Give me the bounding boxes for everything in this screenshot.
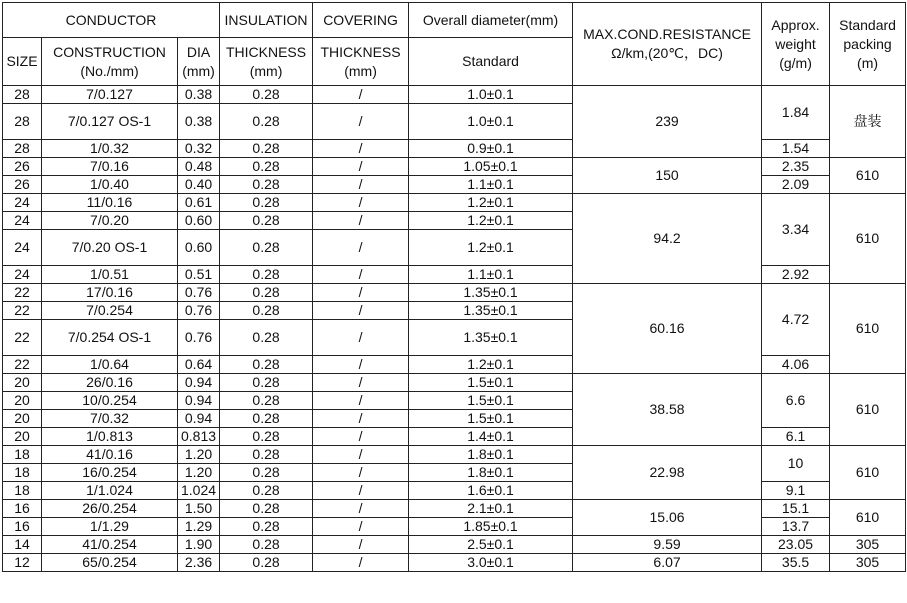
size-cell: 22 [3,320,42,356]
covering-header: COVERING [313,3,409,38]
covering-cell: / [313,356,409,374]
resistance-cell: 60.16 [573,284,762,374]
table-body [3,86,906,572]
table-row [3,374,906,392]
covering-cell: / [313,302,409,320]
table-row [3,176,906,194]
size-cell: 12 [3,554,42,572]
size-cell: 22 [3,356,42,374]
overall-cell: 1.0±0.1 [409,104,573,140]
construction-cell: 1/0.32 [42,140,178,158]
construction-cell: 7/0.20 OS-1 [42,230,178,266]
overall-cell: 0.9±0.1 [409,140,573,158]
overall-cell: 3.0±0.1 [409,554,573,572]
table-row [3,428,906,446]
insulation-cell: 0.28 [220,266,313,284]
size-cell: 22 [3,302,42,320]
table-row [3,446,906,464]
overall-cell: 1.2±0.1 [409,194,573,212]
construction-header-line2: (No./mm) [80,62,139,79]
covering-cell: / [313,464,409,482]
dia-cell: 0.38 [178,104,220,140]
insulation-thickness-header-line1: THICKNESS [225,43,307,60]
overall-cell: 1.1±0.1 [409,176,573,194]
weight-cell: 1.54 [762,140,830,158]
dia-cell: 1.20 [178,446,220,464]
size-cell: 14 [3,536,42,554]
size-cell: 24 [3,230,42,266]
packing-cell: 610 [830,500,906,536]
dia-cell: 0.38 [178,86,220,104]
size-cell: 18 [3,464,42,482]
standard-packing-header-line3: (m) [857,54,879,71]
construction-cell: 1/0.51 [42,266,178,284]
size-cell: 26 [3,158,42,176]
resistance-cell: 6.07 [573,554,762,572]
insulation-cell: 0.28 [220,212,313,230]
weight-cell: 4.06 [762,356,830,374]
size-cell: 24 [3,212,42,230]
table-row [3,284,906,302]
dia-cell: 0.61 [178,194,220,212]
size-cell: 20 [3,428,42,446]
standard-packing-header-line2: packing [843,35,892,52]
weight-cell: 6.6 [762,374,830,428]
covering-thickness-header [313,38,409,86]
standard-packing-header-line1: Standard [839,16,896,33]
overall-cell: 1.35±0.1 [409,284,573,302]
wire-spec-table [2,2,906,572]
size-cell: 16 [3,518,42,536]
insulation-cell: 0.28 [220,554,313,572]
weight-cell: 23.05 [762,536,830,554]
covering-cell: / [313,410,409,428]
overall-cell: 1.2±0.1 [409,356,573,374]
dia-cell: 0.60 [178,230,220,266]
insulation-cell: 0.28 [220,176,313,194]
dia-header-line2: (mm) [182,62,215,79]
insulation-cell: 0.28 [220,392,313,410]
dia-header [178,38,220,86]
resistance-cell: 9.59 [573,536,762,554]
size-cell: 16 [3,500,42,518]
dia-cell: 0.40 [178,176,220,194]
weight-cell: 10 [762,446,830,482]
overall-cell: 1.35±0.1 [409,320,573,356]
conductor-header: CONDUCTOR [3,3,220,38]
table-row [3,140,906,158]
overall-cell: 1.8±0.1 [409,446,573,464]
packing-cell: 盘装 [830,86,906,158]
construction-cell: 41/0.254 [42,536,178,554]
size-cell: 24 [3,266,42,284]
construction-cell: 7/0.254 OS-1 [42,320,178,356]
table-row [3,554,906,572]
weight-cell: 3.34 [762,194,830,266]
size-cell: 20 [3,410,42,428]
dia-cell: 2.36 [178,554,220,572]
table-row [3,158,906,176]
insulation-cell: 0.28 [220,518,313,536]
resistance-cell: 239 [573,86,762,158]
weight-cell: 13.7 [762,518,830,536]
construction-cell: 65/0.254 [42,554,178,572]
size-cell: 24 [3,194,42,212]
insulation-cell: 0.28 [220,320,313,356]
overall-cell: 1.85±0.1 [409,518,573,536]
insulation-cell: 0.28 [220,374,313,392]
size-cell: 26 [3,176,42,194]
covering-cell: / [313,176,409,194]
weight-cell: 4.72 [762,284,830,356]
dia-cell: 1.20 [178,464,220,482]
approx-weight-header-line1: Approx. [771,16,820,33]
overall-cell: 1.05±0.1 [409,158,573,176]
insulation-header: INSULATION [220,3,313,38]
construction-cell: 7/0.32 [42,410,178,428]
approx-weight-header-line3: (g/m) [779,54,812,71]
construction-cell: 1/1.024 [42,482,178,500]
overall-cell: 1.0±0.1 [409,86,573,104]
dia-cell: 0.76 [178,320,220,356]
construction-cell: 7/0.16 [42,158,178,176]
resistance-cell: 15.06 [573,500,762,536]
dia-cell: 1.90 [178,536,220,554]
covering-cell: / [313,320,409,356]
weight-cell: 2.35 [762,158,830,176]
dia-cell: 1.50 [178,500,220,518]
covering-cell: / [313,446,409,464]
construction-cell: 1/1.29 [42,518,178,536]
covering-cell: / [313,284,409,302]
packing-cell: 305 [830,554,906,572]
standard-packing-header [830,3,906,86]
overall-cell: 2.1±0.1 [409,500,573,518]
construction-cell: 26/0.16 [42,374,178,392]
construction-cell: 41/0.16 [42,446,178,464]
insulation-thickness-header [220,38,313,86]
insulation-cell: 0.28 [220,410,313,428]
overall-diameter-header: Overall diameter(mm) [409,3,573,38]
table-row [3,482,906,500]
packing-cell: 610 [830,374,906,446]
standard-header: Standard [409,38,573,86]
construction-cell: 7/0.254 [42,302,178,320]
overall-cell: 1.8±0.1 [409,464,573,482]
covering-thickness-header-line1: THICKNESS [320,43,401,60]
overall-cell: 1.1±0.1 [409,266,573,284]
covering-cell: / [313,500,409,518]
overall-cell: 1.4±0.1 [409,428,573,446]
insulation-cell: 0.28 [220,194,313,212]
weight-cell: 2.09 [762,176,830,194]
dia-cell: 1.024 [178,482,220,500]
insulation-cell: 0.28 [220,140,313,158]
construction-cell: 1/0.813 [42,428,178,446]
size-cell: 28 [3,104,42,140]
size-cell: 20 [3,392,42,410]
packing-cell: 610 [830,446,906,500]
resistance-cell: 22.98 [573,446,762,500]
covering-cell: / [313,212,409,230]
dia-cell: 0.76 [178,284,220,302]
dia-cell: 0.76 [178,302,220,320]
resistance-cell: 38.58 [573,374,762,446]
insulation-cell: 0.28 [220,356,313,374]
covering-cell: / [313,158,409,176]
construction-cell: 1/0.64 [42,356,178,374]
insulation-cell: 0.28 [220,482,313,500]
construction-cell: 16/0.254 [42,464,178,482]
weight-cell: 35.5 [762,554,830,572]
table-row [3,356,906,374]
overall-cell: 1.6±0.1 [409,482,573,500]
construction-cell: 1/0.40 [42,176,178,194]
size-cell: 18 [3,446,42,464]
construction-header-line1: CONSTRUCTION [53,43,166,60]
overall-cell: 1.5±0.1 [409,410,573,428]
insulation-thickness-header-line2: (mm) [249,62,283,79]
size-cell: 22 [3,284,42,302]
dia-cell: 1.29 [178,518,220,536]
construction-cell: 17/0.16 [42,284,178,302]
dia-cell: 0.94 [178,410,220,428]
approx-weight-header [762,3,830,86]
packing-cell: 610 [830,284,906,374]
overall-cell: 1.2±0.1 [409,212,573,230]
insulation-cell: 0.28 [220,284,313,302]
dia-cell: 0.48 [178,158,220,176]
max-resistance-header-line2: Ω/km,(20℃，DC) [611,45,723,61]
covering-cell: / [313,104,409,140]
weight-cell: 9.1 [762,482,830,500]
insulation-cell: 0.28 [220,464,313,482]
table-row [3,194,906,212]
covering-cell: / [313,554,409,572]
construction-cell: 10/0.254 [42,392,178,410]
insulation-cell: 0.28 [220,104,313,140]
dia-cell: 0.51 [178,266,220,284]
covering-cell: / [313,518,409,536]
resistance-cell: 94.2 [573,194,762,284]
covering-cell: / [313,230,409,266]
construction-cell: 7/0.20 [42,212,178,230]
covering-cell: / [313,374,409,392]
dia-cell: 0.94 [178,392,220,410]
dia-header-line1: DIA [186,43,211,60]
table-row [3,500,906,518]
dia-cell: 0.94 [178,374,220,392]
weight-cell: 1.84 [762,86,830,140]
table-row [3,536,906,554]
covering-cell: / [313,140,409,158]
size-header: SIZE [3,38,42,86]
construction-header [42,38,178,86]
covering-cell: / [313,194,409,212]
packing-cell: 305 [830,536,906,554]
dia-cell: 0.32 [178,140,220,158]
covering-cell: / [313,428,409,446]
construction-cell: 11/0.16 [42,194,178,212]
covering-cell: / [313,392,409,410]
insulation-cell: 0.28 [220,86,313,104]
weight-cell: 6.1 [762,428,830,446]
weight-cell: 15.1 [762,500,830,518]
size-cell: 28 [3,140,42,158]
covering-thickness-header-line2: (mm) [344,62,377,79]
size-cell: 18 [3,482,42,500]
table-row [3,86,906,104]
covering-cell: / [313,482,409,500]
overall-cell: 2.5±0.1 [409,536,573,554]
dia-cell: 0.813 [178,428,220,446]
max-resistance-header [573,3,762,86]
insulation-cell: 0.28 [220,230,313,266]
overall-cell: 1.5±0.1 [409,392,573,410]
overall-cell: 1.35±0.1 [409,302,573,320]
insulation-cell: 0.28 [220,536,313,554]
covering-cell: / [313,86,409,104]
size-cell: 28 [3,86,42,104]
table-row [3,266,906,284]
overall-cell: 1.2±0.1 [409,230,573,266]
construction-cell: 26/0.254 [42,500,178,518]
packing-cell: 610 [830,194,906,284]
max-resistance-header-line1: MAX.COND.RESISTANCE [583,26,751,42]
construction-cell: 7/0.127 [42,86,178,104]
overall-cell: 1.5±0.1 [409,374,573,392]
insulation-cell: 0.28 [220,500,313,518]
table-row [3,518,906,536]
dia-cell: 0.60 [178,212,220,230]
insulation-cell: 0.28 [220,302,313,320]
covering-cell: / [313,266,409,284]
weight-cell: 2.92 [762,266,830,284]
size-cell: 20 [3,374,42,392]
insulation-cell: 0.28 [220,158,313,176]
approx-weight-header-line2: weight [775,35,816,52]
dia-cell: 0.64 [178,356,220,374]
covering-cell: / [313,536,409,554]
construction-cell: 7/0.127 OS-1 [42,104,178,140]
insulation-cell: 0.28 [220,446,313,464]
insulation-cell: 0.28 [220,428,313,446]
resistance-cell: 150 [573,158,762,194]
packing-cell: 610 [830,158,906,194]
